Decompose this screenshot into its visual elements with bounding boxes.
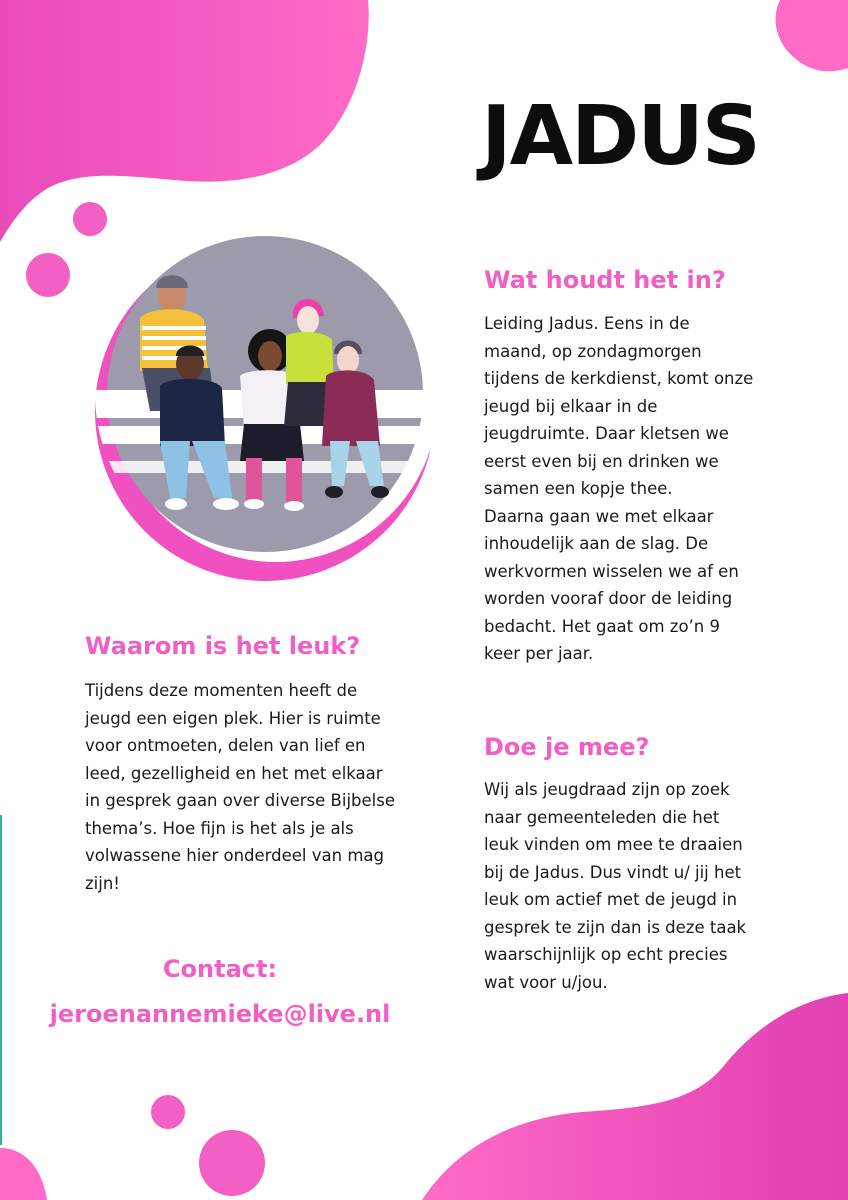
waarom-is-het-leuk-text bbox=[85, 677, 395, 897]
text-line: Wij als jeugdraad zijn op zoek bbox=[484, 780, 730, 799]
bottom-right-blob bbox=[422, 993, 848, 1200]
text-line: jeugd een eigen plek. Hier is ruimte bbox=[85, 708, 381, 728]
text-line: leed, gezelligheid en het met elkaar bbox=[85, 763, 383, 783]
text-line: worden vooraf door de leiding bbox=[484, 589, 733, 608]
text-line: Daarna gaan we met elkaar bbox=[484, 506, 714, 526]
waarom-is-het-leuk-heading: Waarom is het leuk? bbox=[85, 632, 361, 660]
doe-je-mee-heading: Doe je mee? bbox=[484, 733, 650, 761]
text-line: werkvormen wisselen we af en bbox=[484, 561, 739, 581]
text-line: Leiding Jadus. Eens in de bbox=[484, 314, 690, 333]
text-line: Tijdens deze momenten heeft de bbox=[85, 681, 358, 700]
contact-email-link[interactable]: jeroenannemieke@live.nl bbox=[49, 1000, 391, 1028]
wat-houdt-het-in-heading: Wat houdt het in? bbox=[484, 266, 726, 294]
text-line: in gesprek gaan over diverse Bijbelse bbox=[85, 791, 395, 810]
text-line: eerst even bij en drinken we bbox=[484, 451, 719, 471]
top-left-blob bbox=[0, 0, 369, 242]
text-line: voor ontmoeten, delen van lief en bbox=[85, 736, 366, 755]
text-line: zijn! bbox=[85, 873, 120, 893]
top-left-dot-small bbox=[73, 202, 107, 236]
text-line: volwassene hier onderdeel van mag bbox=[85, 846, 384, 865]
doe-je-mee-text bbox=[484, 776, 746, 996]
text-line: bij de Jadus. Dus vindt u/ jij het bbox=[484, 862, 742, 882]
bottom-left-dot-large bbox=[199, 1130, 265, 1196]
text-line: naar gemeenteleden die het bbox=[484, 807, 720, 827]
text-line: thema’s. Hoe fijn is het als je als bbox=[85, 818, 354, 838]
text-line: leuk om actief met de jeugd in bbox=[484, 890, 738, 909]
text-line: jeugd bij elkaar in de bbox=[484, 396, 658, 416]
text-line: wat voor u/jou. bbox=[484, 972, 608, 992]
top-right-blob bbox=[776, 0, 848, 71]
top-left-dot-medium bbox=[26, 253, 70, 297]
text-line: keer per jaar. bbox=[484, 644, 594, 663]
text-line: samen een kopje thee. bbox=[484, 479, 673, 498]
text-line: waarschijnlijk op echt precies bbox=[484, 945, 728, 964]
left-edge-accent-line bbox=[0, 815, 2, 1145]
text-line: bedacht. Het gaat om zo’n 9 bbox=[484, 616, 720, 636]
wat-houdt-het-in-text bbox=[484, 310, 753, 668]
text-line: tijdens de kerkdienst, komt onze bbox=[484, 369, 754, 388]
text-line: gesprek te zijn dan is deze taak bbox=[484, 917, 747, 937]
text-line: inhoudelijk aan de slag. De bbox=[484, 534, 709, 553]
contact-label: Contact: bbox=[162, 955, 278, 983]
text-line: maand, op zondagmorgen bbox=[484, 341, 702, 361]
text-line: jeugdruimte. Daar kletsen we bbox=[484, 424, 729, 443]
group-of-young-people-on-bench-illustration bbox=[80, 236, 430, 586]
bottom-left-dot-small bbox=[151, 1095, 185, 1129]
bottom-left-blob bbox=[0, 1148, 47, 1200]
page-title: JADUS bbox=[481, 89, 759, 184]
text-line: leuk vinden om mee te draaien bbox=[484, 835, 743, 854]
